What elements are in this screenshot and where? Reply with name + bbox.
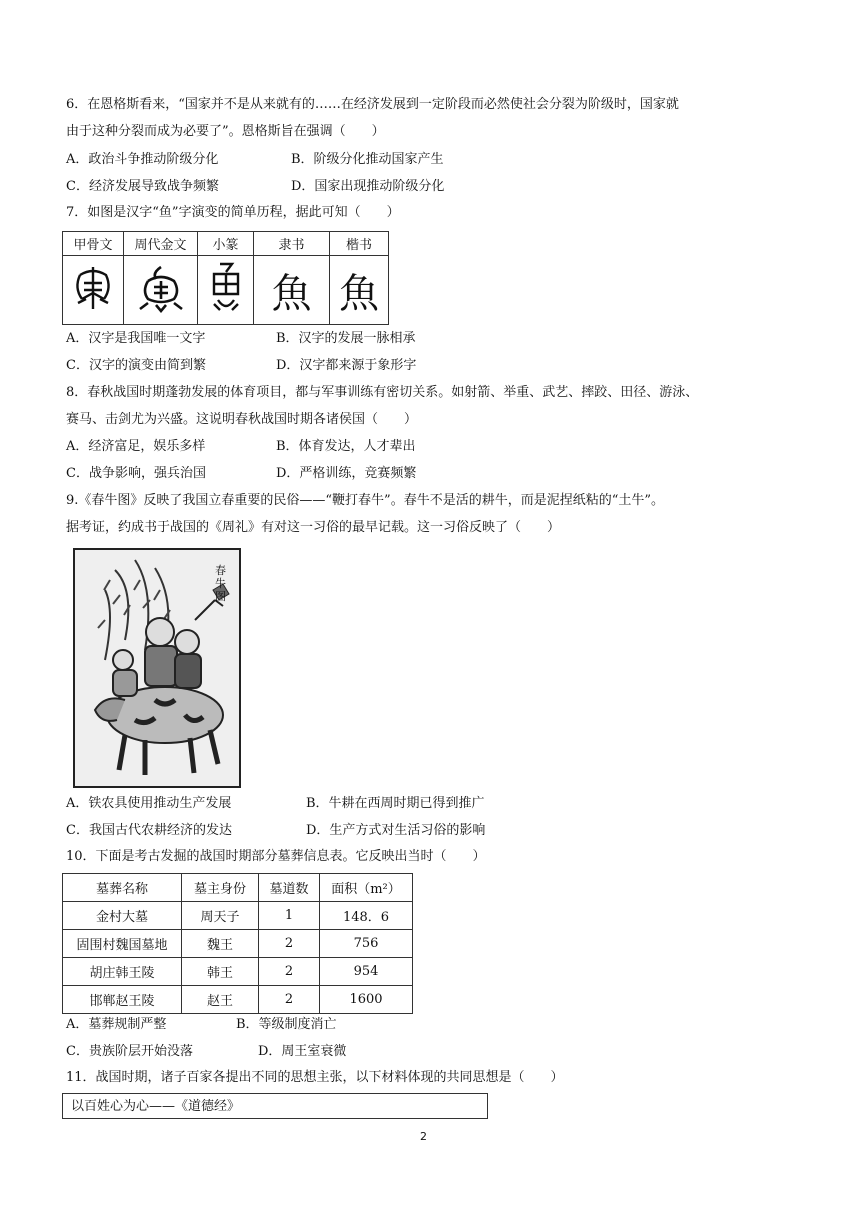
- fish-header-seal: 小篆: [198, 232, 254, 256]
- tomb-cell: 金村大墓: [63, 902, 182, 930]
- q11-quote-box: 以百姓心为心——《道德经》: [62, 1093, 488, 1119]
- fish-header-oracle: 甲骨文: [63, 232, 124, 256]
- q8-option-b: B．体育发达，人才辈出: [276, 439, 416, 454]
- tomb-cell: 周天子: [182, 902, 259, 930]
- tomb-cell: 2: [259, 930, 320, 958]
- tomb-header-name: 墓葬名称: [63, 874, 182, 902]
- seal-fish-glyph-icon: [204, 260, 248, 316]
- tomb-cell: 赵王: [182, 986, 259, 1014]
- fish-glyph-clerical: 魚: [254, 256, 330, 325]
- q7-option-b: B．汉字的发展一脉相承: [276, 331, 416, 346]
- q8-stem-line1: 8．春秋战国时期蓬勃发展的体育项目，都与军事训练有密切关系。如射箭、举重、武艺、摔跤、田径、游泳、: [66, 385, 699, 400]
- tomb-cell: 邯郸赵王陵: [63, 986, 182, 1014]
- q7-option-c: C．汉字的演变由简到繁: [66, 358, 206, 373]
- q9-stem-line1: 9.《春牛图》反映了我国立春重要的民俗——“鞭打春牛”。春牛不是活的耕牛，而是泥捏纸粘的“土牛”。: [66, 493, 664, 508]
- fish-header-bronze: 周代金文: [124, 232, 198, 256]
- q10-option-a: A．墓葬规制严整: [66, 1017, 167, 1032]
- q9-option-c: C．我国古代农耕经济的发达: [66, 823, 232, 838]
- q7-option-d: D．汉字都来源于象形字: [276, 358, 417, 373]
- q6-stem-line2: 由于这种分裂而成为必要了”。恩格斯旨在强调（ ）: [66, 124, 385, 139]
- page-number: 2: [420, 1130, 427, 1143]
- q9-stem-line2: 据考证，约成书于战国的《周礼》有对这一习俗的最早记载。这一习俗反映了（ ）: [66, 520, 561, 535]
- fish-glyph-regular: 魚: [330, 256, 389, 325]
- tomb-cell: 胡庄韩王陵: [63, 958, 182, 986]
- q9-option-b: B．牛耕在西周时期已得到推广: [306, 796, 485, 811]
- spring-ox-picture: [73, 548, 241, 788]
- q10-option-b: B．等级制度消亡: [236, 1017, 337, 1032]
- tomb-cell: 1: [259, 902, 320, 930]
- q6-option-d: D．国家出现推动阶级分化: [291, 179, 445, 194]
- oracle-fish-glyph-icon: [68, 263, 118, 313]
- tomb-info-table: [62, 873, 413, 1014]
- tomb-cell: 韩王: [182, 958, 259, 986]
- q8-option-a: A．经济富足，娱乐多样: [66, 439, 206, 454]
- q9-option-d: D．生产方式对生活习俗的影响: [306, 823, 486, 838]
- q10-option-c: C．贵族阶层开始没落: [66, 1044, 193, 1059]
- tomb-header-area: 面积（m²）: [320, 874, 413, 902]
- spring-ox-caption: 春牛图: [215, 564, 226, 603]
- q11-stem: 11．战国时期，诸子百家各提出不同的思想主张，以下材料体现的共同思想是（ ）: [66, 1070, 564, 1085]
- q10-option-d: D．周王室衰微: [258, 1044, 347, 1059]
- bronze-fish-glyph-icon: [134, 263, 188, 313]
- fish-header-clerical: 隶书: [254, 232, 330, 256]
- q8-stem-line2: 赛马、击剑尤为兴盛。这说明春秋战国时期各诸侯国（ ）: [66, 412, 418, 427]
- tomb-cell: 魏王: [182, 930, 259, 958]
- tomb-cell: 固围村魏国墓地: [63, 930, 182, 958]
- q6-option-c: C．经济发展导致战争频繁: [66, 179, 219, 194]
- q8-option-d: D．严格训练，竞赛频繁: [276, 466, 417, 481]
- tomb-cell: 1600: [320, 986, 413, 1014]
- q6-option-a: A．政治斗争推动阶级分化: [66, 152, 219, 167]
- table-row: [63, 930, 413, 958]
- fish-header-regular: 楷书: [330, 232, 389, 256]
- fish-glyph-seal: [198, 256, 254, 325]
- q6-option-b: B．阶级分化推动国家产生: [291, 152, 444, 167]
- q6-stem-line1: 6．在恩格斯看来，“国家并不是从来就有的……在经济发展到一定阶段而必然使社会分裂为阶级时，国家就: [66, 97, 679, 112]
- tomb-cell: 756: [320, 930, 413, 958]
- q9-option-a: A．铁农具使用推动生产发展: [66, 796, 232, 811]
- tomb-cell: 2: [259, 958, 320, 986]
- table-row: [63, 958, 413, 986]
- fish-glyph-bronze: [124, 256, 198, 325]
- q7-stem: 7．如图是汉字“鱼”字演变的简单历程，据此可知（ ）: [66, 205, 400, 220]
- tomb-header-passages: 墓道数: [259, 874, 320, 902]
- table-row: [63, 902, 413, 930]
- fish-evolution-table: [62, 231, 389, 325]
- fish-glyph-oracle: [63, 256, 124, 325]
- tomb-header-owner: 墓主身份: [182, 874, 259, 902]
- q8-option-c: C．战争影响，强兵治国: [66, 466, 206, 481]
- tomb-cell: 954: [320, 958, 413, 986]
- tomb-cell: 148．6: [320, 902, 413, 930]
- table-row: [63, 986, 413, 1014]
- tomb-cell: 2: [259, 986, 320, 1014]
- q10-stem: 10．下面是考古发掘的战国时期部分墓葬信息表。它反映出当时（ ）: [66, 849, 486, 864]
- q7-option-a: A．汉字是我国唯一文字: [66, 331, 206, 346]
